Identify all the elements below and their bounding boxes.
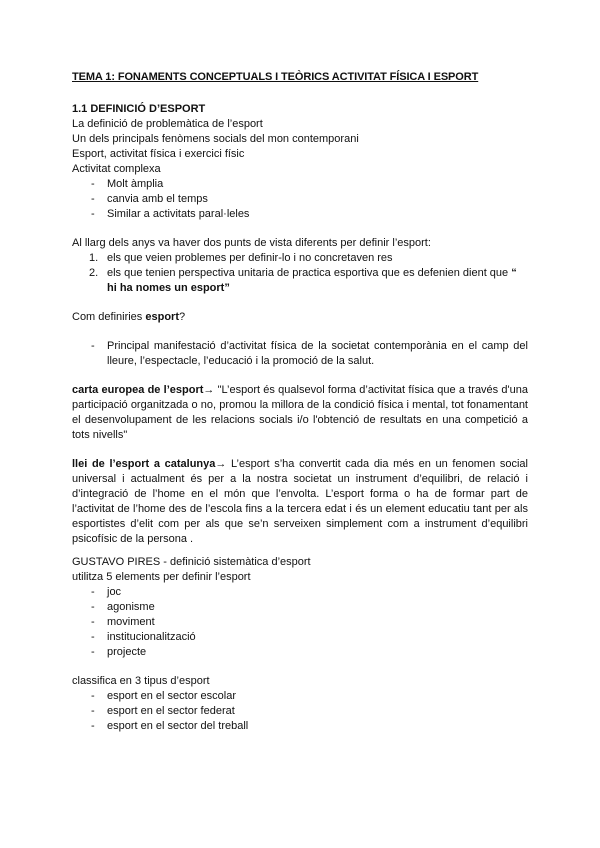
list-item: - institucionalització: [72, 630, 528, 645]
emphasis: “ hi ha nomes un esport”: [107, 267, 517, 294]
answer-list: [72, 339, 528, 369]
tipus-list: [72, 689, 528, 734]
list-item: - Principal manifestació d’activitat física de la societat contemporània en el camp del lleure, l’espectacle, l’educació i la promoció de la salut.: [72, 339, 528, 369]
list-item: - esport en el sector del treball: [72, 719, 528, 734]
list-item: - joc: [72, 585, 528, 600]
section-line: Un dels principals fenòmens socials del mon contemporani: [72, 133, 359, 145]
llei-paragraph: llei de l’esport a catalunya→ L’esport s’ha convertit cada dia més en un fenomen social universal i actualment és per a la nostra societat un instrument d’equilibri, de relació i d’integració de l’home en el món que l’envolta. L’esport forma o ha de formar part de l’activitat de l’home des de l’escola fins a la tercera edat i és un element educatiu tant per als esportistes d’elit com per als que se’n serveixen simplement com a instrument d’equilibri psicofísic de la persona .: [72, 458, 528, 545]
carta-paragraph: carta europea de l’esport→ "L’esport és qualsevol forma d’activitat física que a través d'una participació organitzada o no, promou la millora de la condició física i mental, tot fonamentant el desenvolupament de les relacions socials i/o l'obtenció de resultats en una competició a tots nivells": [72, 384, 528, 441]
list-item: - esport en el sector escolar: [72, 689, 528, 704]
tipus-intro: classifica en 3 tipus d’esport: [72, 675, 210, 687]
section-heading: 1.1 DEFINICIÓ D’ESPORT: [72, 103, 206, 115]
pires-title: GUSTAVO PIRES - definició sistemàtica d’esport: [72, 556, 311, 568]
section-line: Esport, activitat física i exercici físic: [72, 148, 245, 160]
section-line: La definició de problemàtica de l’esport: [72, 118, 263, 130]
viewpoints-intro: Al llarg dels anys va haver dos punts de vista diferents per definir l’esport:: [72, 237, 431, 249]
carta-label: carta europea de l’esport: [72, 384, 204, 396]
list-item: - canvia amb el temps: [72, 192, 528, 207]
list-item: - moviment: [72, 615, 528, 630]
document-page: [72, 70, 528, 734]
list-item: - esport en el sector federat: [72, 704, 528, 719]
section-line: Activitat complexa: [72, 163, 161, 175]
list-item: - Molt àmplia: [72, 177, 528, 192]
question: Com definiries esport?: [72, 311, 186, 323]
pires-intro: utilitza 5 elements per definir l’esport: [72, 571, 251, 583]
list-item: - projecte: [72, 645, 528, 660]
page-title: TEMA 1: FONAMENTS CONCEPTUALS I TEÒRICS ACTIVITAT FÍSICA I ESPORT: [72, 71, 479, 83]
list-item: - Similar a activitats paral·leles: [72, 207, 528, 222]
arrow-icon: →: [215, 458, 227, 470]
list-item: - agonisme: [72, 600, 528, 615]
llei-label: llei de l’esport a catalunya: [72, 458, 216, 470]
complexity-list: [72, 177, 528, 222]
list-item: 2. els que tenien perspectiva unitaria de practica esportiva que es defenien dient que “ hi ha nomes un esport”: [89, 267, 517, 294]
list-item: 1. els que veien problemes per definir-lo i no concretaven res: [89, 252, 393, 264]
elements-list: [72, 585, 528, 660]
arrow-icon: →: [203, 384, 215, 396]
viewpoints-list: [72, 251, 528, 296]
